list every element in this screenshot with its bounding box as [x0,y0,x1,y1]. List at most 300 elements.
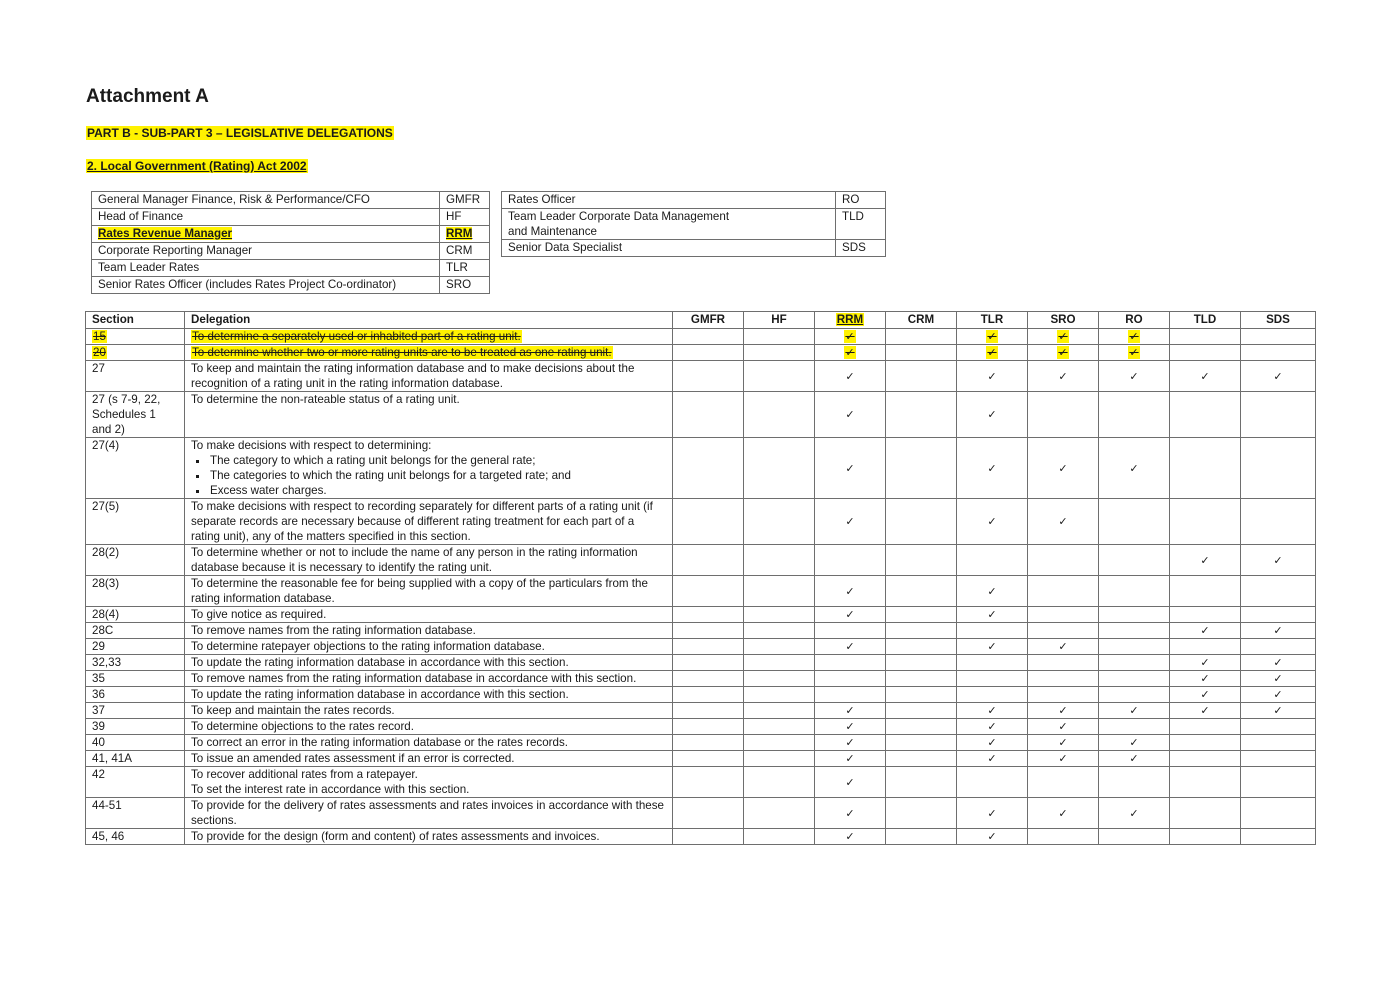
role-code: GMFR [440,192,490,209]
rrm-cell [815,345,886,361]
ro-cell [1099,767,1170,798]
tld-cell [1170,345,1241,361]
hf-cell [744,719,815,735]
tlr-cell: ✓ [957,576,1028,607]
tlr-cell [957,767,1028,798]
col-header: TLD [1170,312,1241,329]
role-code: SRO [440,277,490,294]
table-row [86,798,1316,829]
sds-cell: ✓ [1241,671,1316,687]
rrm-cell: ✓ [815,361,886,392]
hf-cell [744,499,815,545]
sro-cell [1028,655,1099,671]
hf-cell [744,623,815,639]
delegation-cell: To determine whether or not to include the name of any person in the rating information database because it is necessary to identify the rating unit. [185,545,673,576]
role-code: SDS [836,240,886,257]
ro-cell: ✓ [1099,751,1170,767]
section-cell: 44-51 [86,798,185,829]
table-row [86,345,1316,361]
hf-cell [744,655,815,671]
section-cell: 29 [86,639,185,655]
check-mark: ✓ [845,330,855,343]
tlr-cell: ✓ [957,607,1028,623]
sds-cell [1241,607,1316,623]
tld-cell [1170,829,1241,845]
tlr-cell [957,345,1028,361]
section-text: 15 [93,330,106,343]
gmfr-cell [673,499,744,545]
list-item: ▪ The categories to which the rating unit belongs for a targeted rate; and [209,468,666,483]
delegation-cell: To make decisions with respect to recording separately for different parts of a rating unit (if separate records are necessary because of different rating treatment for each part of a rating unit), any of the matters specified in this section. [185,499,673,545]
table-row [86,607,1316,623]
key-row [92,209,490,226]
sro-cell: ✓ [1028,499,1099,545]
tld-cell: ✓ [1170,687,1241,703]
tld-cell: ✓ [1170,545,1241,576]
hf-cell [744,392,815,438]
crm-cell [886,719,957,735]
section-cell: 28(4) [86,607,185,623]
rrm-cell [815,623,886,639]
delegation-cell [185,767,673,798]
crm-cell [886,345,957,361]
gmfr-cell [673,329,744,345]
sds-cell: ✓ [1241,623,1316,639]
tlr-cell: ✓ [957,751,1028,767]
ro-cell [1099,392,1170,438]
crm-cell [886,703,957,719]
tlr-cell [957,671,1028,687]
tld-cell: ✓ [1170,671,1241,687]
hf-cell [744,345,815,361]
ro-cell [1099,671,1170,687]
rrm-cell: ✓ [815,735,886,751]
crm-cell [886,545,957,576]
table-row [86,623,1316,639]
tld-cell [1170,607,1241,623]
delegation-cell: To provide for the delivery of rates assessments and rates invoices in accordance with these sections. [185,798,673,829]
sds-cell: ✓ [1241,703,1316,719]
tlr-cell: ✓ [957,438,1028,499]
section-cell: 45, 46 [86,829,185,845]
tld-cell [1170,639,1241,655]
col-header: CRM [886,312,957,329]
section-cell [86,392,185,438]
list-item: ▪ Excess water charges. [209,483,666,498]
crm-cell [886,735,957,751]
crm-cell [886,329,957,345]
table-row [86,392,1316,438]
hf-cell [744,671,815,687]
ro-cell [1099,607,1170,623]
crm-cell [886,751,957,767]
key-row [92,192,490,209]
delegation-cell: To keep and maintain the rates records. [185,703,673,719]
table-row [86,545,1316,576]
sro-cell [1028,345,1099,361]
sds-cell [1241,829,1316,845]
sds-cell [1241,499,1316,545]
delegations-table [85,311,1316,845]
crm-cell [886,499,957,545]
delegation-text: To determine a separately used or inhabited part of a rating unit. [192,330,521,343]
role-code: HF [440,209,490,226]
delegation-cell [185,329,673,345]
section-cell: 27(4) [86,438,185,499]
sro-cell: ✓ [1028,361,1099,392]
table-row [86,438,1316,499]
section-cell: 27 [86,361,185,392]
delegation-cell: To update the rating information database in accordance with this section. [185,655,673,671]
tld-cell [1170,438,1241,499]
ro-cell [1099,499,1170,545]
ro-cell [1099,655,1170,671]
role-name-highlighted [92,226,440,243]
sds-cell [1241,438,1316,499]
hf-cell [744,735,815,751]
sds-cell [1241,767,1316,798]
sds-cell [1241,392,1316,438]
sds-cell [1241,345,1316,361]
delegation-cell: To keep and maintain the rating information database and to make decisions about the recognition of a rating unit in the rating information database. [185,361,673,392]
hf-cell [744,829,815,845]
key-row [502,240,886,257]
crm-cell [886,639,957,655]
sro-cell: ✓ [1028,751,1099,767]
section-text: 27 (s 7-9, 22, Schedules 1 and 2) [92,393,161,436]
check-mark: ✓ [1058,346,1068,359]
crm-cell [886,767,957,798]
gmfr-cell [673,655,744,671]
tlr-cell: ✓ [957,361,1028,392]
sds-cell [1241,798,1316,829]
crm-cell [886,671,957,687]
hf-cell [744,767,815,798]
sro-cell: ✓ [1028,438,1099,499]
delegation-text: To set the interest rate in accordance with this section. [191,783,470,796]
gmfr-cell [673,392,744,438]
delegation-cell: To determine the non-rateable status of a rating unit. [185,392,673,438]
bullet-list [191,453,666,498]
delegation-cell: To issue an amended rates assessment if an error is corrected. [185,751,673,767]
check-mark: ✓ [1058,330,1068,343]
tld-cell: ✓ [1170,655,1241,671]
col-header: HF [744,312,815,329]
ro-cell: ✓ [1099,438,1170,499]
table-row [86,576,1316,607]
role-name [502,209,836,240]
sro-cell [1028,545,1099,576]
table-row [86,829,1316,845]
tlr-cell [957,623,1028,639]
crm-cell [886,576,957,607]
col-header-highlighted [815,312,886,329]
col-header: SDS [1241,312,1316,329]
col-header: SRO [1028,312,1099,329]
delegation-cell [185,345,673,361]
role-name: Senior Rates Officer (includes Rates Project Co-ordinator) [92,277,440,294]
check-mark: ✓ [987,330,997,343]
rrm-cell [815,545,886,576]
gmfr-cell [673,545,744,576]
gmfr-cell [673,735,744,751]
tld-cell: ✓ [1170,361,1241,392]
gmfr-cell [673,687,744,703]
tld-cell: ✓ [1170,623,1241,639]
tlr-cell: ✓ [957,719,1028,735]
role-name: Rates Officer [502,192,836,209]
gmfr-cell [673,607,744,623]
sds-cell [1241,751,1316,767]
gmfr-cell [673,438,744,499]
sro-cell [1028,623,1099,639]
check-mark: ✓ [987,346,997,359]
section-cell: 28(2) [86,545,185,576]
gmfr-cell [673,767,744,798]
role-code: CRM [440,243,490,260]
rrm-cell [815,687,886,703]
table-row [86,655,1316,671]
tlr-cell [957,545,1028,576]
table-row [86,499,1316,545]
rrm-cell [815,655,886,671]
key-row [92,226,490,243]
sds-cell: ✓ [1241,545,1316,576]
ro-cell [1099,829,1170,845]
part-heading: PART B - SUB-PART 3 – LEGISLATIVE DELEGATIONS [87,126,393,140]
ro-cell [1099,545,1170,576]
role-name: Team Leader Rates [92,260,440,277]
tld-cell [1170,751,1241,767]
tld-cell [1170,767,1241,798]
hf-cell [744,607,815,623]
delegation-cell: To determine objections to the rates record. [185,719,673,735]
sds-cell: ✓ [1241,361,1316,392]
delegation-cell: To provide for the design (form and content) of rates assessments and invoices. [185,829,673,845]
tld-cell [1170,798,1241,829]
tlr-cell: ✓ [957,392,1028,438]
crm-cell [886,829,957,845]
table-row [86,329,1316,345]
tlr-cell: ✓ [957,639,1028,655]
list-item: ▪ The category to which a rating unit belongs for the general rate; [209,453,666,468]
ro-cell [1099,329,1170,345]
role-name-text: Team Leader Corporate Data Management and Maintenance [508,210,730,238]
delegation-cell: To update the rating information database in accordance with this section. [185,687,673,703]
section-cell: 39 [86,719,185,735]
tlr-cell: ✓ [957,798,1028,829]
gmfr-cell [673,345,744,361]
tlr-cell: ✓ [957,735,1028,751]
role-key-right [501,191,886,257]
role-name: Head of Finance [92,209,440,226]
delegation-cell: To correct an error in the rating information database or the rates records. [185,735,673,751]
key-row [92,243,490,260]
ro-cell [1099,623,1170,639]
delegation-cell: To remove names from the rating information database. [185,623,673,639]
section-cell: 32,33 [86,655,185,671]
crm-cell [886,623,957,639]
gmfr-cell [673,671,744,687]
crm-cell [886,798,957,829]
col-header: RO [1099,312,1170,329]
section-cell [86,345,185,361]
tlr-cell: ✓ [957,703,1028,719]
sro-cell [1028,829,1099,845]
section-cell: 41, 41A [86,751,185,767]
role-code: TLD [836,209,886,240]
hf-cell [744,438,815,499]
col-header: TLR [957,312,1028,329]
ro-cell [1099,687,1170,703]
col-header: GMFR [673,312,744,329]
hf-cell [744,329,815,345]
crm-cell [886,361,957,392]
hf-cell [744,751,815,767]
rrm-cell: ✓ [815,719,886,735]
crm-cell [886,438,957,499]
role-name: Corporate Reporting Manager [92,243,440,260]
tlr-cell: ✓ [957,829,1028,845]
delegation-cell: To determine the reasonable fee for being supplied with a copy of the particulars from the rating information database. [185,576,673,607]
ro-cell [1099,719,1170,735]
gmfr-cell [673,798,744,829]
table-row [86,671,1316,687]
delegation-cell [185,438,673,499]
table-row [86,719,1316,735]
delegation-text: To recover additional rates from a ratepayer. [191,768,418,781]
section-cell: 42 [86,767,185,798]
sds-cell: ✓ [1241,655,1316,671]
col-header: Section [86,312,185,329]
sds-cell [1241,639,1316,655]
sro-cell: ✓ [1028,798,1099,829]
tlr-cell [957,655,1028,671]
table-row [86,639,1316,655]
check-mark: ✓ [845,346,855,359]
gmfr-cell [673,703,744,719]
col-header: Delegation [185,312,673,329]
ro-cell: ✓ [1099,703,1170,719]
table-row [86,361,1316,392]
tld-cell: ✓ [1170,703,1241,719]
ro-cell [1099,639,1170,655]
ro-cell: ✓ [1099,735,1170,751]
sro-cell [1028,576,1099,607]
ro-cell: ✓ [1099,361,1170,392]
rrm-cell [815,329,886,345]
crm-cell [886,655,957,671]
sds-cell [1241,735,1316,751]
tlr-cell [957,329,1028,345]
rrm-cell: ✓ [815,499,886,545]
table-row [86,735,1316,751]
gmfr-cell [673,719,744,735]
sds-cell: ✓ [1241,687,1316,703]
rrm-cell: ✓ [815,639,886,655]
section-text: 20 [93,346,106,359]
check-mark: ✓ [1129,330,1139,343]
section-cell: 36 [86,687,185,703]
key-row [92,260,490,277]
tld-cell [1170,719,1241,735]
section-cell [86,329,185,345]
hf-cell [744,361,815,392]
delegation-cell: To determine ratepayer objections to the rating information database. [185,639,673,655]
role-code: RO [836,192,886,209]
ro-cell [1099,345,1170,361]
gmfr-cell [673,623,744,639]
delegation-cell: To remove names from the rating information database in accordance with this section. [185,671,673,687]
hf-cell [744,639,815,655]
sds-cell [1241,719,1316,735]
sro-cell: ✓ [1028,719,1099,735]
table-row [86,767,1316,798]
role-name: Senior Data Specialist [502,240,836,257]
gmfr-cell [673,829,744,845]
role-code-text: RRM [446,227,473,240]
crm-cell [886,687,957,703]
page-title: Attachment A [86,86,209,107]
sro-cell [1028,329,1099,345]
table-row [86,751,1316,767]
sds-cell [1241,329,1316,345]
delegation-text: To determine whether two or more rating units are to be treated as one rating unit. [192,346,612,359]
tld-cell [1170,392,1241,438]
rrm-cell: ✓ [815,829,886,845]
delegation-cell: To give notice as required. [185,607,673,623]
sro-cell [1028,687,1099,703]
table-row [86,687,1316,703]
tld-cell [1170,576,1241,607]
sro-cell [1028,607,1099,623]
crm-cell [886,607,957,623]
sds-cell [1241,576,1316,607]
hf-cell [744,687,815,703]
hf-cell [744,798,815,829]
tlr-cell [957,687,1028,703]
section-cell: 35 [86,671,185,687]
sro-cell [1028,671,1099,687]
section-cell: 37 [86,703,185,719]
key-row [92,277,490,294]
section-cell: 28(3) [86,576,185,607]
sro-cell: ✓ [1028,639,1099,655]
sro-cell [1028,392,1099,438]
table-header-row [86,312,1316,329]
rrm-cell: ✓ [815,392,886,438]
rrm-cell: ✓ [815,751,886,767]
role-name-text: Rates Revenue Manager [98,227,233,240]
tld-cell [1170,499,1241,545]
sro-cell: ✓ [1028,735,1099,751]
rrm-cell: ✓ [815,703,886,719]
delegation-text: To make decisions with respect to determining: [191,439,432,452]
col-header-text: RRM [836,313,864,326]
rrm-cell [815,671,886,687]
act-heading: 2. Local Government (Rating) Act 2002 [87,159,307,173]
tld-cell [1170,329,1241,345]
crm-cell [886,392,957,438]
rrm-cell: ✓ [815,607,886,623]
key-row [502,192,886,209]
hf-cell [744,703,815,719]
table-row [86,703,1316,719]
role-key-left [91,191,490,294]
sro-cell [1028,767,1099,798]
rrm-cell: ✓ [815,798,886,829]
role-code-highlighted [440,226,490,243]
